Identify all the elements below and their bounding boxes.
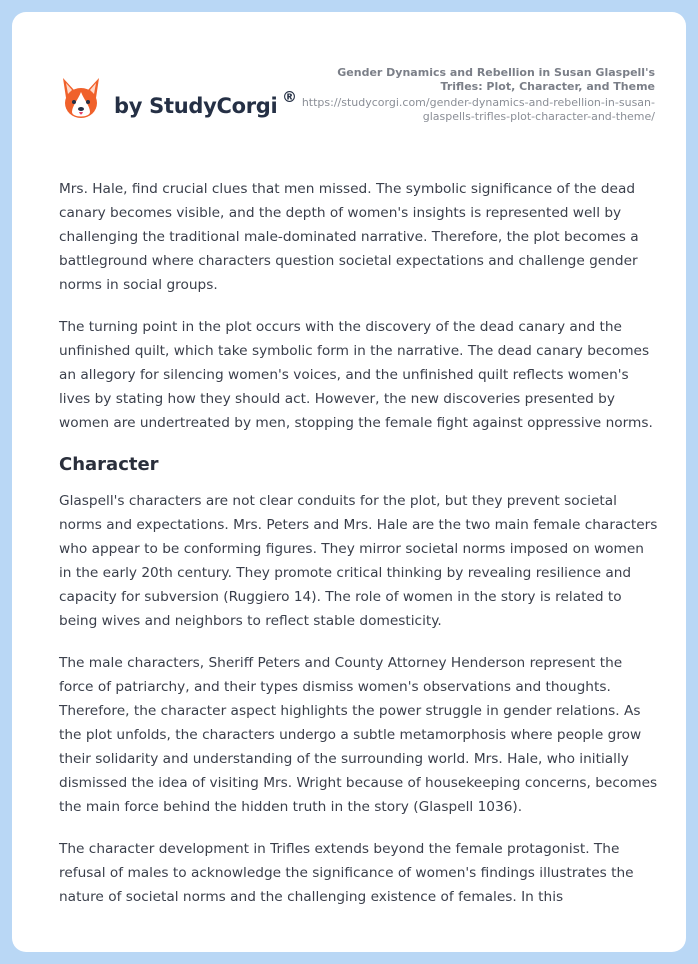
registered-mark: ® bbox=[282, 88, 297, 106]
page-header bbox=[12, 12, 686, 152]
page-card bbox=[12, 12, 686, 952]
paragraph: The turning point in the plot occurs with the discovery of the dead canary and the unfinished quilt, which take symbolic form in the narrative. The dead canary becomes an allegory for silencing women's voices, and the unfinished quilt reflects women's lives by stating how they should act. However, the new discoveries presented by women are undertreated by men, stopping the female fight against oppressive norms. bbox=[59, 319, 653, 431]
document-title: Gender Dynamics and Rebellion in Susan Glaspell's Trifles: Plot, Character, and Theme bbox=[337, 66, 655, 93]
paragraph: Mrs. Hale, find crucial clues that men missed. The symbolic significance of the dead canary becomes visible, and the depth of women's insights is represented well by challenging the traditional male-dominated narrative. Therefore, the plot becomes a battleground where characters question societal expectations and challenge gender norms in social groups. bbox=[59, 181, 639, 293]
document-meta bbox=[295, 66, 655, 124]
corgi-icon bbox=[60, 76, 102, 124]
paragraph: The male characters, Sheriff Peters and County Attorney Henderson represent the force of patriarchy, and their types dismiss women's observations and thoughts. Therefore, the character aspect highlights the power struggle in gender relations. As the plot unfolds, the characters undergo a subtle metamorphosis where people grow their solidarity and understanding of the surrounding world. Mrs. Hale, who initially dismissed the idea of visiting Mrs. Wright because of housekeeping concerns, becomes the main force behind the hidden truth in the story (Glaspell 1036). bbox=[59, 655, 658, 815]
paragraph: Glaspell's characters are not clear conduits for the plot, but they prevent societal norms and expectations. Mrs. Peters and Mrs. Hale are the two main female characters who appear to be conforming figures. They mirror societal norms imposed on women in the early 20th century. They promote critical thinking by revealing resilience and capacity for subversion (Ruggiero 14). The role of women in the story is related to being wives and neighbors to reflect stable domesticity. bbox=[59, 493, 658, 629]
essay-body bbox=[59, 177, 659, 927]
document-url[interactable]: https://studycorgi.com/gender-dynamics-and-rebellion-in-susan-glaspells-trifles-plot-character-and-theme/ bbox=[301, 96, 655, 123]
paragraph: The character development in Trifles extends beyond the female protagonist. The refusal of males to acknowledge the significance of women's findings illustrates the nature of societal norms and the challenging existence of females. In this bbox=[59, 841, 634, 905]
section-heading: Character bbox=[59, 454, 159, 475]
studycorgi-logo[interactable] bbox=[60, 76, 310, 126]
brand-name: by StudyCorgi bbox=[114, 94, 278, 118]
